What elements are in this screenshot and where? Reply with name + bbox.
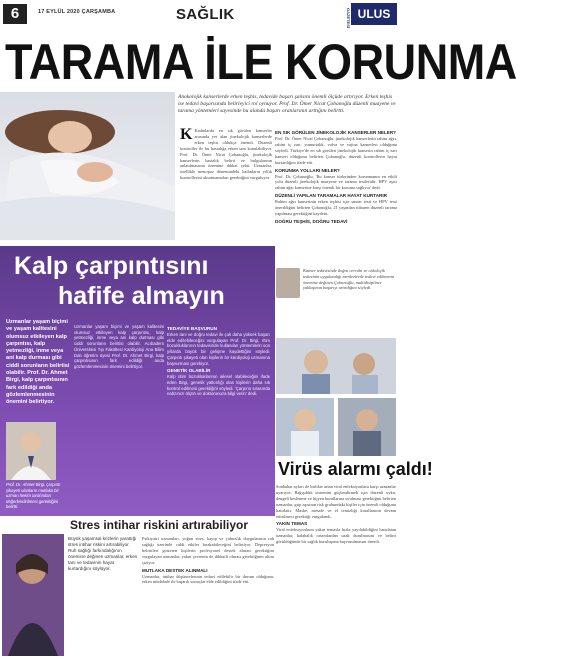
subheading: TEDAVİYE BAŞVURUN [167,326,217,331]
doctor-quote [276,268,396,324]
virus-photo-3 [338,398,396,456]
stress-lead: Büyük yaşamsal krizlerin yarattığı stres intihar riskini artırabiliyor. Ruh sağlığı farkındalığının önemine değinen uzmanlar, erken tanı ve tedavinin hayat kurtardığını söylüyor. [68,536,138,572]
heart-lead: Uzmanlar yaşam biçimi ve yaşam kalitesini olumsuz etkileyen kalp çarpıntısı, kalp yetmezliği, inme veya ani kalp durması gibi ciddi sorunların belirtisi olabilir. Prof. Dr. Ahmet Birgi, kalp çarpıntısının fark edildiği anda gözlemlenmesinin önemini belirtiyor. [6,319,70,406]
article-lead: Anokolojik kanserlerde erken teşhis, tedavide başarı şansını önemli ölçüde artırıyor. Erken teşhis ise tedavi başarısında belirleyici rol oynuyor. Prof. Dr. Ömer Nicat Çobanoğlu düzenli muayene ve tarama yöntemleri sayesinde bu alanda başarı oranlarının arttığını belirtti. [178,94,396,114]
lead-photo [0,92,175,240]
paragraph: Prof. Dr. Çobanoğlu, 'Bu kanser türlerinden korunmanın en etkili yolu düzenli jinekolojik muayene ve tarama testleridir. HPV aşısı rahim ağzı kanserine karşı önemli bir koruma sağlıyor' dedi. [275,173,397,191]
heart-article [0,246,275,516]
paragraph: Uzmanlar, intihar düşüncelerinin tedavi edilebilir bir durum olduğunu, erken müdahale ile başarılı sonuçlar elde edildiğini ifade etti. [142,573,274,585]
doctor-caption: Prof. Dr. Ahmet Birgi, çarpıntı şikayeti olanların mutlaka bir uzman hekim tarafından değerlendirilmesi gerektiğini belirtti. [6,482,61,509]
virus-photos [276,338,396,456]
paragraph: Viral enfeksiyonların yakın temasla hızla yayılabildiğini hatırlatan uzmanlar, kalabalık ortamlardan uzak durulmasını ve belirti görüldüğünde bir sağlık kuruluşuna başvurulmasını önerdi. [276,527,396,545]
column-1-text: Kadınlarda en sık görülen kanserler arasında yer alan jinekolojik kanserlerde erken teşhis oldukça önemli. Düzenli kontroller ile bu hastalığa erken tanı konulabiliyor. Prof. Dr. Ömer Nicat Çobanoğlu, jinekolojik kanserlerin hastalık belirti ve bulgularının anlatılmasının önemine dikkat çekti. Uzmanlar, özellikle menopoz dönemindeki kadınların yıllık kontrollerini aksatmamaları gerektiğini vurguluyor. [180,128,272,181]
subheading: DÜZENLİ YAPILAN TARAMALAR HAYAT KURTARIR [275,193,387,199]
issue-date: 17 EYLÜL 2020 ÇARŞAMBA [38,9,116,15]
stress-article [142,536,274,585]
newspaper-logo: ULUS [351,3,397,25]
subheading: MUTLAKA DESTEK ALINMALI [142,567,208,573]
virus-article [276,484,396,545]
masthead [0,0,400,29]
article-column-2 [275,128,397,225]
doctor-photo [6,422,56,480]
drop-cap: K [180,126,193,143]
paragraph: Psikiyatri uzmanları, yoğun stres, kayıp ve yalnızlık duygularının ruh sağlığı üzerinde ciddi etkiler bırakabileceğini belirtiyor. Depresyon belirtileri gösteren kişilerin profesyonel destek alması gerektiğini vurgulayan uzmanlar, yakın çevrenin de dikkatli olması gerektiğinin altını çiziyor. [142,536,274,565]
paragraph: Rahim ağzı kanserinin erken teşhisi için smear testi ve HPV testi önerildiğini belirten Çobanoğlu, 21 yaşından itibaren düzenli tarama yapılması gerektiğini kaydetti. [275,199,397,217]
doctor-portrait [276,268,300,298]
subheading: GENETİK OLABİLİR [167,368,211,374]
heart-title-line2: hafife almayın [58,282,225,310]
stress-photo [2,534,64,656]
virus-photo-2 [276,398,334,456]
virus-title: Virüs alarmı çaldı! [278,459,433,479]
heart-body-1: Uzmanlar yaşam biçimi ve yaşam kalitesini olumsuz etkileyen kalp çarpıntısı, kalp yetmezliği, inme veya ani kalp durması gibi ciddi sorunların belirtisi olabilir. Acıbadem Üniversitesi Tıp Fakültesi Kardiyoloji Ana Bilim Dalı öğretim üyesi Prof. Dr. Ahmet Birgi, kalp çarpıntısının fark edildiği anda gözlemlenmesinin önemini belirtiyor. [74,324,164,369]
article-column-1 [180,128,272,181]
subheading: YAKIN TEMAS [276,521,308,527]
heart-title-line1: Kalp çarpıntısını [14,252,209,280]
subheading: EN SIK GÖRÜLEN JİNEKOLOJİK KANSERLER NELER? [275,130,396,135]
paragraph: Kalp ritim bozukluklarının ailesel olabileceğini ifade eden Birgi, genetik yatkınlığı olan kişilerin daha sık kontrol edilmesi gerektiğini söyledi. 'Çarpıntı sırasında nabzınızı ölçün ve doktorunuza bilgi verin' dedi. [167,374,270,397]
section-title: SAĞLIK [176,6,235,23]
logo-subtitle: GAZETESİ [346,8,351,29]
paragraph: Prof. Dr. Ömer Nicat Çobanoğlu, jinekolojik kanserlerin rahim ağzı, rahim iç zarı, yumurtalık, vulva ve vajina kanserleri olduğunu söyledi. Türkiye'de en sık görülen jinekolojik kanserin rahim iç zarı kanseri olduğunu belirten Çobanoğlu, düzenli kontrollerin hayat kurtardığını ifade etti. [275,136,397,165]
stress-title: Stres intihar riskini artırabiliyor [70,518,249,532]
subheading: DOĞRU TEŞHİS, DOĞRU TEDAVİ [275,218,348,224]
virus-photo-1 [276,338,396,394]
quote-text: Kanser tedavisinde doğru cerrahi ve onkolojik tedavinin uygulandığı merkezlerde tedavi edilmenin önemine değinen Çobanoğlu, multidisipliner yaklaşımın başarıyı artırdığını söyledi. [303,268,395,291]
paragraph: Erken tanı ve doğru tedavi ile çok daha yüksek başarı elde edilebileceğini vurgulayan Prof. Dr. Birgi, ritim bozukluklarının tedavisinde kullanılan yöntemlerin son yıllarda büyük bir gelişme kaydettiğini söyledi. Çarpıntı şikayeti olan kişilerin bir kardiyoloji uzmanına başvurması gerekiyor. [167,332,270,366]
heart-body-2 [167,324,270,397]
paragraph: Sonbahar ayları ile birlikte artan viral enfeksiyonlara karşı uzmanlar uyarıyor. Bağışıklık sistemini güçlendirmek için düzenli uyku, dengeli beslenme ve hijyen kurallarına uyulması gerektiğini belirten uzmanlar, grip aşısının risk grubundaki kişiler için önemli olduğunu hatırlattı. Maske, mesafe ve el temizliği kurallarının devam ettirilmesi gerektiği vurgulandı. [276,484,396,519]
subheading: KORUNMA YOLLARI NELER? [275,167,340,173]
page-number: 6 [3,4,27,24]
main-headline: TARAMA İLE KORUNMA [5,34,517,90]
